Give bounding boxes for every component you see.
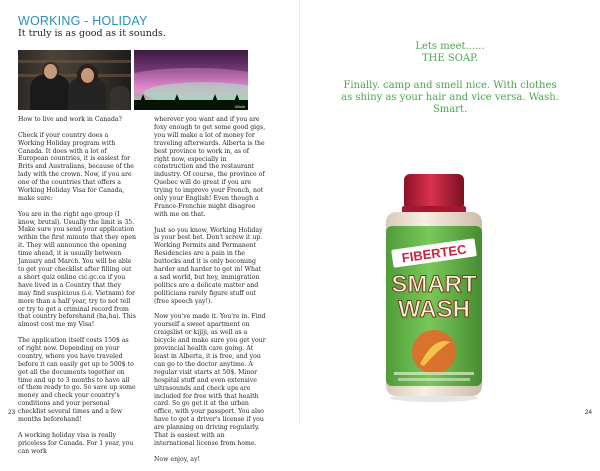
section-title: WORKING - HOLIDAY [18,14,148,28]
paragraph: You are in the right age group (I know, brutal). Usually the limit is 35. Make sure you send your application within the first minute that they open it. They will announce the opening time ahead, it is usually between January and March. You will be able to get your checklist after filling out a short quiz online cic.gc.ca if you have lived in a Country that they may find suspicious (i.e. Vietnam) for more than a half year, try to not tell or try to get a criminal record from that country beforehand (ha,ha). This almost cost me my Visa! [18,210,136,329]
paragraph: A working holiday visa is really priceless for Canada. For 1 year, you can work [18,431,134,455]
intro-line: THE SOAP. [421,53,479,65]
brand-name: FIBERTEC [400,241,468,266]
paragraph: Now you've made it. You're in. Find yourself a sweet apartment on craigslist or kijiji, as well as a bicycle and make sure you get your provincial health care going. At least in Alberta, it is free, and you can go to the doctor anytime. A regular visit starts at 50$. Minor hospital stuff and even extensive ultrasounds and check ups are included for free with that health card. So go get it at the urban office, with your passport. You also have to get a driver's license if you are planning on driving regularly. That is easiest with an international license from home. [154,313,266,447]
fine-print [394,372,474,375]
paragraph: Just so you know, Working Holiday is your best bet. Don't screw it up. Working Permits and Permanent Residencies are a pain in the buttocks and it is only becoming harder and harder to get in! What a sad world, but hey, immigration politics are a delicate matter and politicians rarely figure stuff out (free speech yay!). [154,226,263,305]
right-page [300,0,600,424]
paragraph: The application itself costs 150$ as of right now. Depending on your country, where you have traveled before it can easily get up to 500$ to get all the documents together on time and up to 3 months to have all of them ready to go. So save up some money and check your country's conditions and your personal checklist several times and a few months beforehand! [18,337,136,424]
article-column-2 [154,116,266,471]
fine-print [398,378,470,381]
paragraph: Check if your country does a Working Holiday program with Canada. It does with a lot of European countries, it is easiest for Brits and Australians, because of the lady with the crown. Now, if you are one of the countries that offers a Working Holiday Visa for Canada, make sure: [18,131,134,202]
paragraph: Now enjoy, ay! [154,455,200,463]
page-number-left: 23 [8,409,16,416]
section-subtitle: It truly is as good as it sounds. [18,28,166,39]
bottle-cap [404,174,464,210]
product-name-line-2: WASH [398,296,470,323]
intro-line: Lets meet...... [415,41,485,52]
product-name-line-1: SMART [391,271,477,298]
presenters-photo [18,50,131,110]
tagline-line: as shiny as your hair and vice versa. Wash. [341,92,559,104]
article-column-1 [18,116,136,463]
smart-wash-bottle [378,172,490,402]
paragraph: wherever you want and if you are foxy enough to get some good gigs, you will make a lot of money for traveling afterwards. Alberta is the best province to work in, as of right now, especially in construction and the restaurant industry. Of course, the province of Quebec will do great if you are trying to improve your French, not only your English! Even though a France-Frenchie might disagree with me on that. [154,116,266,218]
left-page [0,0,300,463]
page-number-right: 24 [584,409,592,416]
tagline-line: Finally. camp and smell nice. With clothes [343,80,557,91]
photo-credit: Ullisle [234,105,245,109]
soap-intro [300,41,600,65]
paragraph: How to live and work in Canada? [18,116,122,123]
northern-lights-photo [134,50,248,110]
tagline-line: Smart. [432,104,468,116]
soap-tagline [300,80,600,117]
